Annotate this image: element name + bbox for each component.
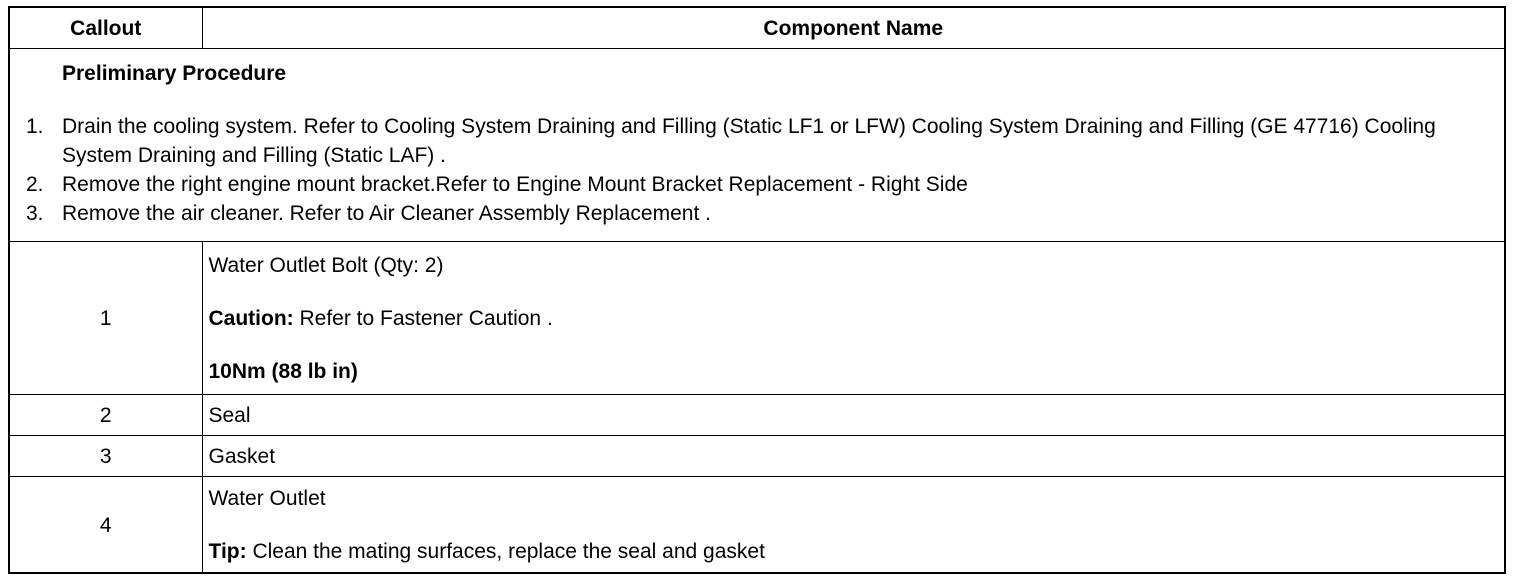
step-number: 3. — [26, 202, 44, 225]
table-row — [10, 436, 1504, 477]
procedure-table — [10, 8, 1504, 573]
table-header-row — [10, 8, 1504, 49]
torque-spec: 10Nm (88 lb in) — [208, 359, 358, 383]
preliminary-procedure-row — [10, 49, 1504, 242]
list-item — [10, 199, 1504, 228]
step-text: Drain the cooling system. Refer to Cooling System Draining and Filling (Static LF1 or LFW) Cooling System Draining and Filling (GE 47716) Cooling System Draining and Filling (Static LAF) . — [62, 115, 1436, 167]
list-item — [10, 170, 1504, 199]
caution-text: Refer to Fastener Caution . — [293, 306, 553, 330]
caution-note — [209, 306, 1499, 331]
table-row — [10, 242, 1504, 395]
component-cell — [202, 477, 1504, 574]
callout-number: 4 — [10, 477, 202, 574]
step-number: 1. — [26, 115, 44, 138]
component-name: Gasket — [202, 436, 1504, 477]
preliminary-procedure-cell — [10, 49, 1504, 242]
callout-header: Callout — [10, 8, 202, 49]
callout-number: 2 — [10, 395, 202, 436]
component-name: Water Outlet Bolt (Qty: 2) — [208, 253, 444, 277]
step-number: 2. — [26, 173, 44, 196]
component-name: Water Outlet — [208, 487, 326, 510]
procedure-table-frame — [8, 6, 1506, 574]
list-item — [10, 112, 1504, 170]
step-text: Remove the right engine mount bracket.Refer to Engine Mount Bracket Replacement - Right Side — [62, 173, 968, 196]
preliminary-steps-list — [10, 112, 1504, 228]
tip-text: Clean the mating surfaces, replace the seal and gasket — [246, 540, 765, 563]
component-name-header: Component Name — [202, 8, 1504, 49]
preliminary-procedure-title: Preliminary Procedure — [62, 62, 287, 85]
callout-number: 3 — [10, 436, 202, 477]
table-row — [10, 395, 1504, 436]
caution-label: Caution: — [208, 306, 294, 330]
callout-number: 1 — [10, 242, 202, 395]
step-text: Remove the air cleaner. Refer to Air Cleaner Assembly Replacement . — [62, 202, 711, 225]
tip-note — [209, 539, 1499, 564]
component-name: Seal — [202, 395, 1504, 436]
table-row — [10, 477, 1504, 574]
tip-label: Tip: — [208, 540, 247, 563]
component-cell — [202, 242, 1504, 395]
